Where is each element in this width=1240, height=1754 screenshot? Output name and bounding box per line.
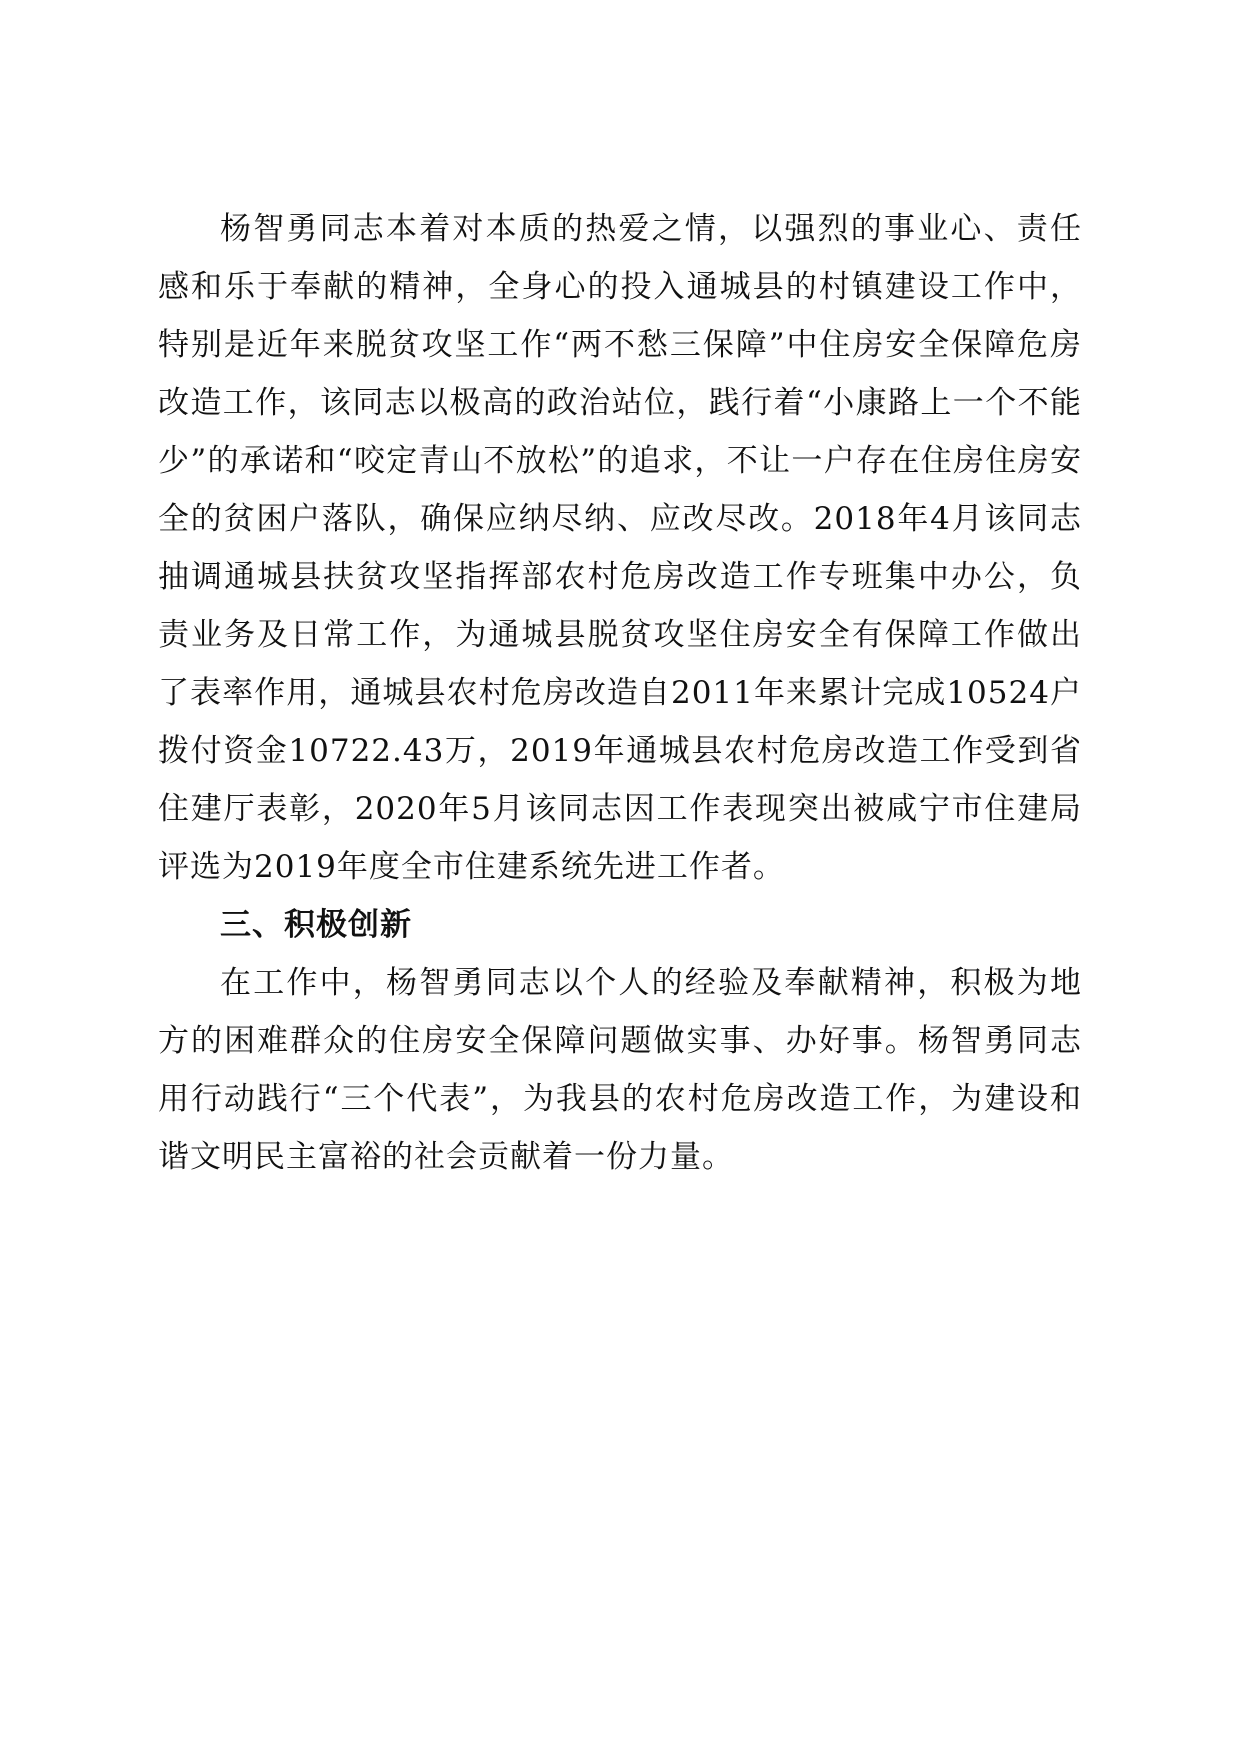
document-body <box>158 200 1082 1186</box>
paragraph-innovation: 在工作中，杨智勇同志以个人的经验及奉献精神，积极为地方的困难群众的住房安全保障问题做实事、办好事。杨智勇同志用行动践行“三个代表”，为我县的农村危房改造工作，为建设和谐文明民主富裕的社会贡献着一份力量。 <box>158 965 1082 1175</box>
section-heading-innovation: 三、积极创新 <box>220 907 412 943</box>
paragraph-achievements: 杨智勇同志本着对本质的热爱之情，以强烈的事业心、责任感和乐于奉献的精神，全身心的投入通城县的村镇建设工作中，特别是近年来脱贫攻坚工作“两不愁三保障”中住房安全保障危房改造工作，该同志以极高的政治站位，践行着“小康路上一个不能少”的承诺和“咬定青山不放松”的追求，不让一户存在住房住房安全的贫困户落队，确保应纳尽纳、应改尽改。2018年4月该同志抽调通城县扶贫攻坚指挥部农村危房改造工作专班集中办公，负责业务及日常工作，为通城县脱贫攻坚住房安全有保障工作做出了表率作用，通城县农村危房改造自2011年来累计完成10524户拨付资金10722.43万，2019年通城县农村危房改造工作受到省住建厅表彰，2020年5月该同志因工作表现突出被咸宁市住建局评选为2019年度全市住建系统先进工作者。 <box>158 211 1082 885</box>
